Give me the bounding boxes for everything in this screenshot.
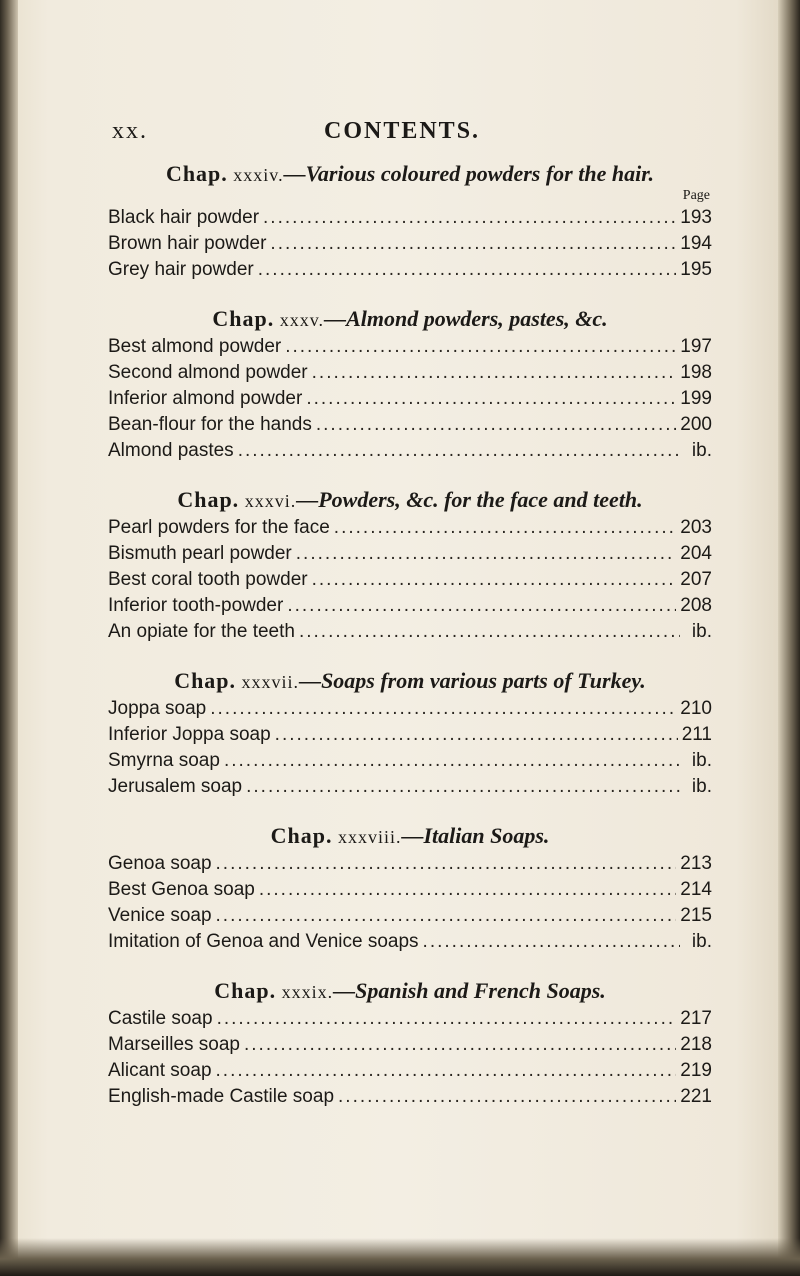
dot-leader	[334, 515, 677, 541]
entry-page: 214	[680, 879, 712, 900]
chapter-number: xxxvii.	[241, 672, 300, 692]
dot-leader	[259, 877, 676, 903]
dot-leader	[210, 696, 676, 722]
entry-page: 200	[680, 414, 712, 435]
page-edge-bottom	[0, 1238, 800, 1276]
entry-title: Brown hair powder	[108, 233, 267, 254]
entry-title: Genoa soap	[108, 853, 212, 874]
entry-page: 215	[680, 905, 712, 926]
toc-entry	[108, 1084, 712, 1110]
toc-entry	[108, 851, 712, 877]
entry-title: Black hair powder	[108, 207, 260, 228]
chapter-heading	[108, 486, 712, 515]
dot-leader	[287, 593, 676, 619]
dot-leader	[217, 1006, 677, 1032]
toc-entry	[108, 412, 712, 438]
entry-title: Best Genoa soap	[108, 879, 255, 900]
entry-page: ib.	[691, 621, 712, 642]
chapter-39	[108, 977, 712, 1110]
entry-title: Best coral tooth powder	[108, 569, 308, 590]
toc-entry	[108, 1006, 712, 1032]
toc-entry	[108, 696, 712, 722]
dot-leader	[258, 257, 677, 283]
entry-page: 210	[680, 698, 712, 719]
entry-title: Imitation of Genoa and Venice soaps	[108, 931, 419, 952]
entry-page: 193	[680, 207, 712, 228]
entry-title: Bean-flour for the hands	[108, 414, 312, 435]
entry-title: Inferior tooth-powder	[108, 595, 284, 616]
entry-page: ib.	[691, 750, 712, 771]
entry-title: Bismuth pearl powder	[108, 543, 292, 564]
entry-page: 207	[680, 569, 712, 590]
toc-entry	[108, 877, 712, 903]
chapter-title: —Soaps from various parts of Turkey.	[299, 668, 646, 693]
chapter-number: xxxix.	[281, 982, 334, 1002]
page-edge-right	[778, 0, 800, 1276]
dot-leader	[244, 1032, 676, 1058]
chapter-word: Chap.	[214, 978, 277, 1003]
chapter-heading	[108, 822, 712, 851]
dot-leader	[316, 412, 676, 438]
entry-title: Pearl powders for the face	[108, 517, 330, 538]
toc-entry	[108, 593, 712, 619]
chapter-heading	[108, 977, 712, 1006]
dot-leader	[216, 851, 677, 877]
entry-page: 208	[680, 595, 712, 616]
table-of-contents	[108, 160, 712, 1110]
chapter-word: Chap.	[270, 823, 333, 848]
dot-leader	[275, 722, 678, 748]
entry-page: 204	[680, 543, 712, 564]
dot-leader	[299, 619, 680, 645]
dot-leader	[216, 1058, 677, 1084]
chapter-number: xxxvi.	[244, 491, 297, 511]
chapter-number: xxxv.	[279, 310, 325, 330]
page-column-label: Page	[682, 188, 710, 203]
entry-title: Grey hair powder	[108, 259, 254, 280]
dot-leader	[263, 205, 676, 231]
toc-entry	[108, 748, 712, 774]
entry-page: 217	[680, 1008, 712, 1029]
dot-leader	[238, 438, 680, 464]
dot-leader	[224, 748, 680, 774]
entry-title: Venice soap	[108, 905, 212, 926]
entry-title: Jerusalem soap	[108, 776, 243, 797]
chapter-36	[108, 486, 712, 645]
entry-page: 199	[680, 388, 712, 409]
entry-title: English-made Castile soap	[108, 1086, 335, 1107]
chapter-word: Chap.	[177, 487, 240, 512]
entry-page: 213	[680, 853, 712, 874]
entry-title: Almond pastes	[108, 440, 234, 461]
dot-leader	[312, 360, 677, 386]
toc-entry	[108, 1058, 712, 1084]
dot-leader	[338, 1084, 676, 1110]
dot-leader	[285, 334, 676, 360]
entry-title: Inferior almond powder	[108, 388, 303, 409]
entry-page: 203	[680, 517, 712, 538]
dot-leader	[296, 541, 677, 567]
toc-entry	[108, 231, 712, 257]
chapter-title: —Powders, &c. for the face and teeth.	[296, 487, 643, 512]
toc-entry	[108, 257, 712, 283]
entry-title: Joppa soap	[108, 698, 207, 719]
running-title: CONTENTS.	[324, 118, 481, 144]
chapter-word: Chap.	[212, 306, 275, 331]
running-header	[112, 118, 712, 146]
toc-entry	[108, 774, 712, 800]
chapter-heading	[108, 305, 712, 334]
chapter-heading	[108, 667, 712, 696]
toc-entry	[108, 438, 712, 464]
chapter-34	[108, 160, 712, 283]
chapter-title: —Various coloured powders for the hair.	[283, 161, 655, 186]
entry-page: 194	[680, 233, 712, 254]
entry-page: 195	[680, 259, 712, 280]
chapter-title: —Spanish and French Soaps.	[333, 978, 606, 1003]
chapter-title: —Almond powders, pastes, &c.	[324, 306, 608, 331]
chapter-37	[108, 667, 712, 800]
entry-page: ib.	[691, 931, 712, 952]
dot-leader	[423, 929, 680, 955]
chapter-35	[108, 305, 712, 464]
entry-page: ib.	[691, 776, 712, 797]
toc-entry	[108, 205, 712, 231]
entry-page: ib.	[691, 440, 712, 461]
entry-title: Castile soap	[108, 1008, 213, 1029]
toc-entry	[108, 515, 712, 541]
entry-title: Second almond powder	[108, 362, 308, 383]
chapter-number: xxxiv.	[233, 165, 284, 185]
toc-entry	[108, 334, 712, 360]
entry-page: 198	[680, 362, 712, 383]
toc-entry	[108, 929, 712, 955]
entry-title: Smyrna soap	[108, 750, 220, 771]
dot-leader	[270, 231, 676, 257]
chapter-title: —Italian Soaps.	[401, 823, 550, 848]
dot-leader	[312, 567, 677, 593]
entry-title: Marseilles soap	[108, 1034, 240, 1055]
toc-entry	[108, 360, 712, 386]
entry-title: Best almond powder	[108, 336, 282, 357]
entry-page: 221	[680, 1086, 712, 1107]
toc-entry	[108, 541, 712, 567]
dot-leader	[216, 903, 677, 929]
toc-entry	[108, 722, 712, 748]
entry-page: 218	[680, 1034, 712, 1055]
entry-page: 219	[680, 1060, 712, 1081]
chapter-number: xxxviii.	[337, 827, 402, 847]
dot-leader	[246, 774, 680, 800]
toc-entry	[108, 903, 712, 929]
toc-entry	[108, 1032, 712, 1058]
dot-leader	[306, 386, 676, 412]
entry-page: 211	[681, 724, 712, 745]
chapter-38	[108, 822, 712, 955]
toc-entry	[108, 386, 712, 412]
entry-page: 197	[680, 336, 712, 357]
entry-title: Inferior Joppa soap	[108, 724, 271, 745]
page-number: xx.	[112, 118, 148, 144]
chapter-word: Chap.	[165, 161, 228, 186]
page-edge-left	[0, 0, 18, 1276]
entry-title: An opiate for the teeth	[108, 621, 295, 642]
toc-entry	[108, 619, 712, 645]
chapter-heading	[108, 160, 712, 189]
entry-title: Alicant soap	[108, 1060, 212, 1081]
chapter-word: Chap.	[174, 668, 237, 693]
toc-entry	[108, 567, 712, 593]
